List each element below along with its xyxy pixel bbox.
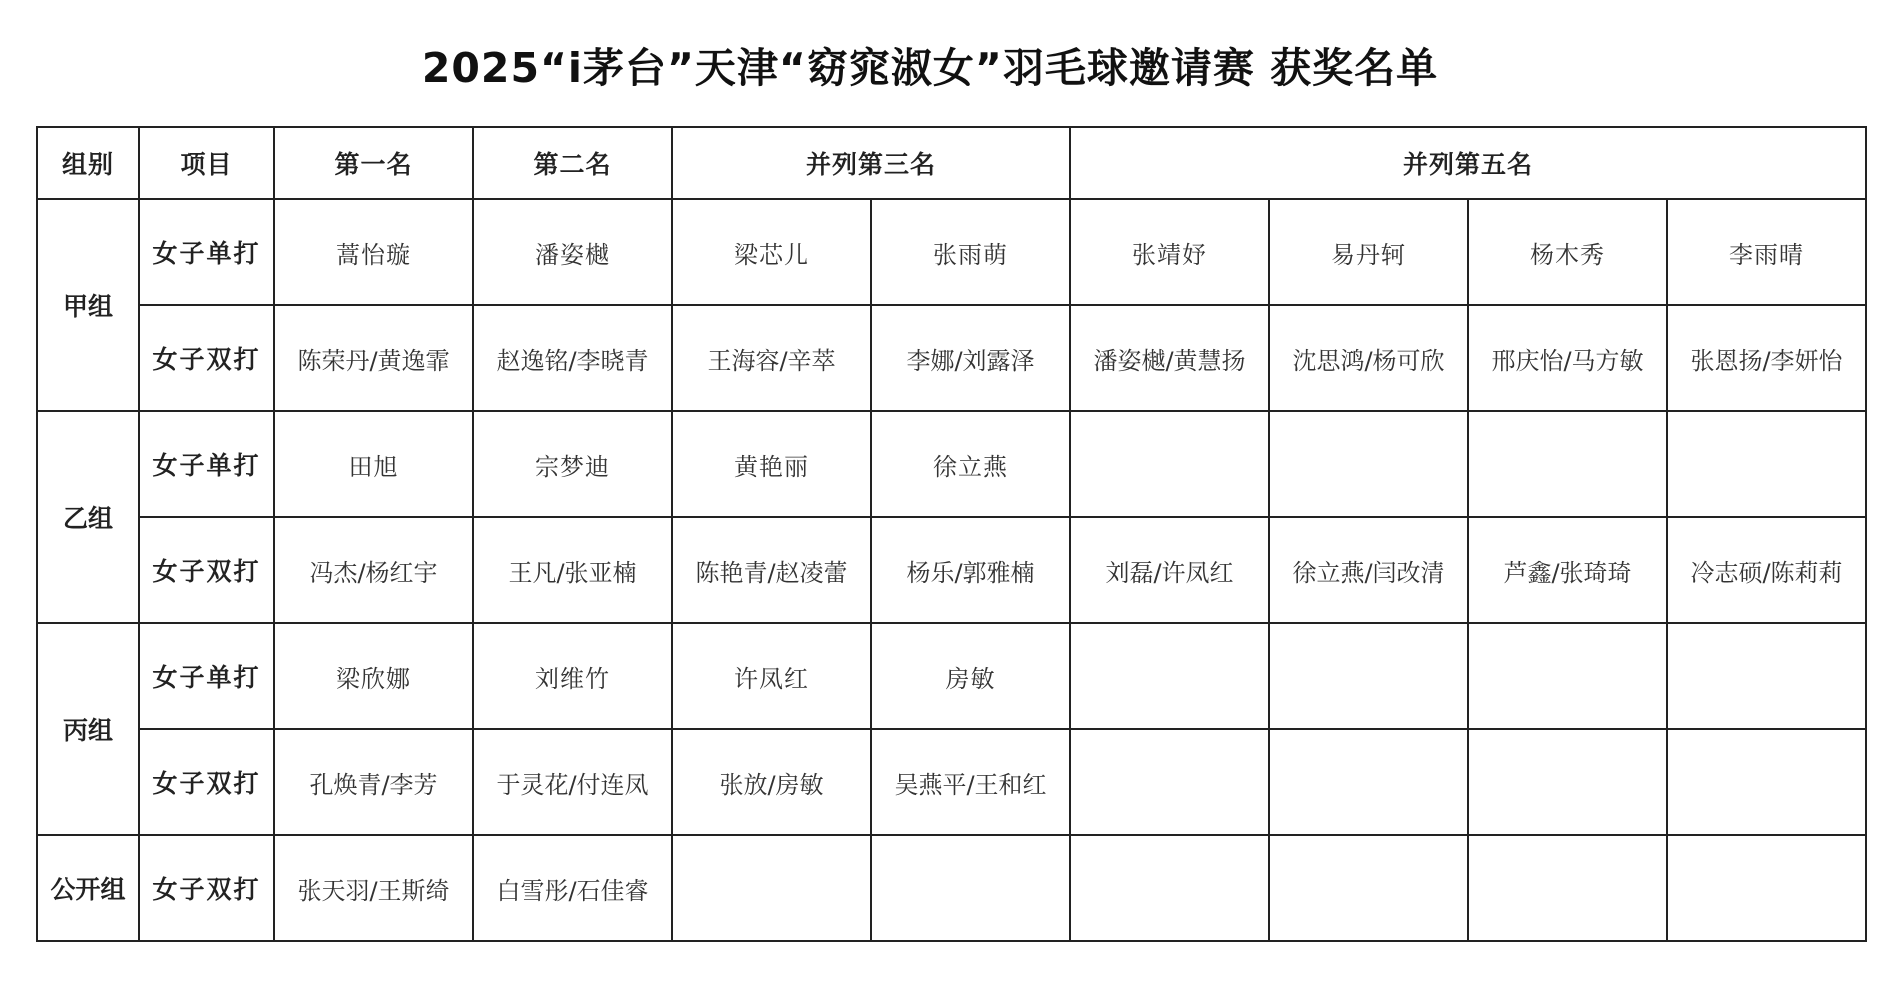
header-event: 项目 bbox=[139, 127, 274, 199]
third-place-cell: 张雨萌 bbox=[871, 199, 1070, 305]
second-place-cell: 宗梦迪 bbox=[473, 411, 672, 517]
first-place-cell: 冯杰/杨红宇 bbox=[274, 517, 473, 623]
table-row bbox=[37, 411, 1866, 517]
first-place-cell: 孔焕青/李芳 bbox=[274, 729, 473, 835]
header-row bbox=[37, 127, 1866, 199]
event-cell: 女子单打 bbox=[139, 199, 274, 305]
fifth-place-cell: 沈思鸿/杨可欣 bbox=[1269, 305, 1468, 411]
fifth-place-cell: 冷志硕/陈莉莉 bbox=[1667, 517, 1866, 623]
header-second: 第二名 bbox=[473, 127, 672, 199]
fifth-place-cell: 李雨晴 bbox=[1667, 199, 1866, 305]
fifth-place-cell bbox=[1667, 623, 1866, 729]
fifth-place-cell: 邢庆怡/马方敏 bbox=[1468, 305, 1667, 411]
first-place-cell: 梁欣娜 bbox=[274, 623, 473, 729]
third-place-cell bbox=[871, 835, 1070, 941]
header-fifth: 并列第五名 bbox=[1070, 127, 1866, 199]
fifth-place-cell: 潘姿樾/黄慧扬 bbox=[1070, 305, 1269, 411]
group-cell: 公开组 bbox=[37, 835, 139, 941]
fifth-place-cell: 张靖妤 bbox=[1070, 199, 1269, 305]
event-cell: 女子双打 bbox=[139, 305, 274, 411]
page-title: 2025“i茅台”天津“窈窕淑女”羽毛球邀请赛 获奖名单 bbox=[421, 44, 1439, 92]
third-place-cell bbox=[672, 835, 871, 941]
second-place-cell: 于灵花/付连凤 bbox=[473, 729, 672, 835]
third-place-cell: 李娜/刘露泽 bbox=[871, 305, 1070, 411]
fifth-place-cell bbox=[1468, 729, 1667, 835]
awards-table bbox=[36, 126, 1867, 942]
fifth-place-cell: 刘磊/许凤红 bbox=[1070, 517, 1269, 623]
table-row bbox=[37, 199, 1866, 305]
third-place-cell: 房敏 bbox=[871, 623, 1070, 729]
group-cell: 丙组 bbox=[37, 623, 139, 835]
third-place-cell: 吴燕平/王和红 bbox=[871, 729, 1070, 835]
table-row bbox=[37, 305, 1866, 411]
event-cell: 女子双打 bbox=[139, 835, 274, 941]
header-first: 第一名 bbox=[274, 127, 473, 199]
fifth-place-cell bbox=[1667, 729, 1866, 835]
first-place-cell: 陈荣丹/黄逸霏 bbox=[274, 305, 473, 411]
event-cell: 女子双打 bbox=[139, 729, 274, 835]
fifth-place-cell: 杨木秀 bbox=[1468, 199, 1667, 305]
fifth-place-cell: 易丹轲 bbox=[1269, 199, 1468, 305]
event-cell: 女子单打 bbox=[139, 411, 274, 517]
first-place-cell: 田旭 bbox=[274, 411, 473, 517]
fifth-place-cell bbox=[1269, 411, 1468, 517]
fifth-place-cell bbox=[1070, 729, 1269, 835]
third-place-cell: 徐立燕 bbox=[871, 411, 1070, 517]
fifth-place-cell bbox=[1667, 835, 1866, 941]
table-row bbox=[37, 623, 1866, 729]
fifth-place-cell: 芦鑫/张琦琦 bbox=[1468, 517, 1667, 623]
table-row bbox=[37, 729, 1866, 835]
fifth-place-cell bbox=[1269, 835, 1468, 941]
fifth-place-cell bbox=[1070, 623, 1269, 729]
second-place-cell: 刘维竹 bbox=[473, 623, 672, 729]
fifth-place-cell bbox=[1468, 411, 1667, 517]
fifth-place-cell bbox=[1269, 729, 1468, 835]
fifth-place-cell bbox=[1667, 411, 1866, 517]
group-cell: 甲组 bbox=[37, 199, 139, 411]
event-cell: 女子双打 bbox=[139, 517, 274, 623]
third-place-cell: 杨乐/郭雅楠 bbox=[871, 517, 1070, 623]
third-place-cell: 陈艳青/赵凌蕾 bbox=[672, 517, 871, 623]
table-row bbox=[37, 835, 1866, 941]
second-place-cell: 王凡/张亚楠 bbox=[473, 517, 672, 623]
header-third: 并列第三名 bbox=[672, 127, 1070, 199]
third-place-cell: 黄艳丽 bbox=[672, 411, 871, 517]
second-place-cell: 赵逸铭/李晓青 bbox=[473, 305, 672, 411]
table-row bbox=[37, 517, 1866, 623]
third-place-cell: 王海容/辛萃 bbox=[672, 305, 871, 411]
second-place-cell: 潘姿樾 bbox=[473, 199, 672, 305]
fifth-place-cell: 张恩扬/李妍怡 bbox=[1667, 305, 1866, 411]
header-group: 组别 bbox=[37, 127, 139, 199]
fifth-place-cell bbox=[1468, 623, 1667, 729]
third-place-cell: 张放/房敏 bbox=[672, 729, 871, 835]
fifth-place-cell bbox=[1269, 623, 1468, 729]
fifth-place-cell bbox=[1070, 835, 1269, 941]
fifth-place-cell: 徐立燕/闫改清 bbox=[1269, 517, 1468, 623]
third-place-cell: 许凤红 bbox=[672, 623, 871, 729]
second-place-cell: 白雪彤/石佳睿 bbox=[473, 835, 672, 941]
first-place-cell: 张天羽/王斯绮 bbox=[274, 835, 473, 941]
group-cell: 乙组 bbox=[37, 411, 139, 623]
fifth-place-cell bbox=[1070, 411, 1269, 517]
third-place-cell: 梁芯儿 bbox=[672, 199, 871, 305]
fifth-place-cell bbox=[1468, 835, 1667, 941]
first-place-cell: 蒿怡璇 bbox=[274, 199, 473, 305]
event-cell: 女子单打 bbox=[139, 623, 274, 729]
